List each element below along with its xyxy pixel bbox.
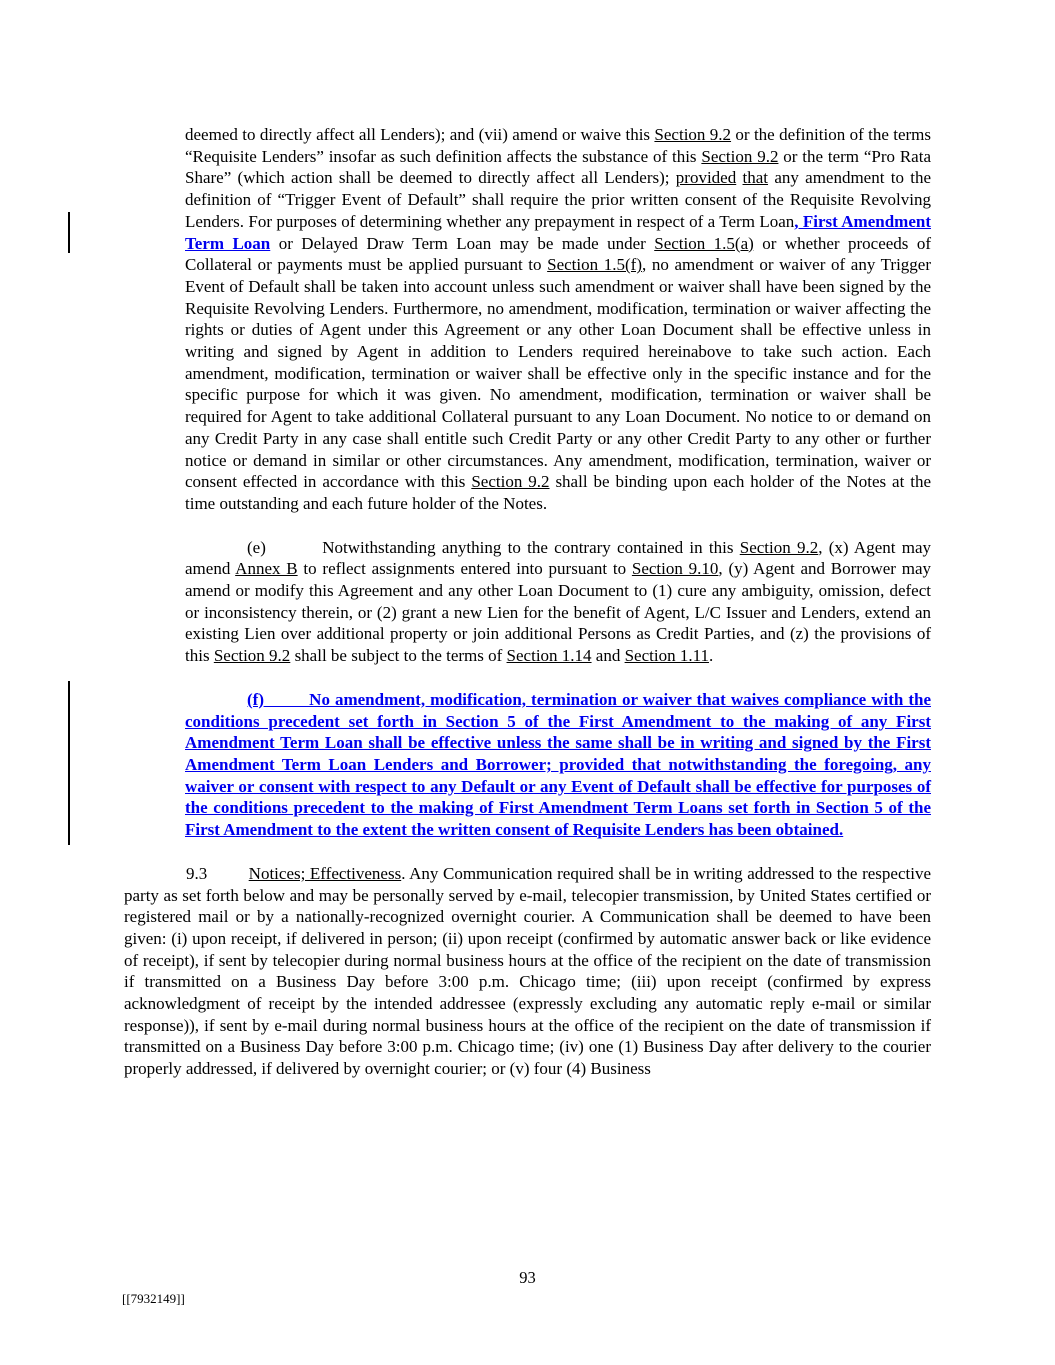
- text-run: , no amendment or waiver of any Trigger Event of Default shall be taken into account unless such amendment or waiver shall have been signed by the Requisite Revolving Lenders. Furthermore, no amendment, modification, termination or waiver affecting the rights or duties of Agent under this Agreement or any other Loan Document shall be effective unless in writing and signed by Agent in addition to Lenders required hereinabove to take such action. Each amendment, modification, termination or waiver shall be effective only in the specific instance and for the specific purpose for which it was given. No amendment, modification, termination or waiver shall be required for Agent to take additional Collateral pursuant to any Loan Document. No notice to or demand on any Credit Party in any case shall entitle such Credit Party or any other Credit Party to any other or further notice or demand in similar or other circumstances. Any amendment, modification, termination, waiver or consent effected in accordance with this: [185, 255, 931, 492]
- underlined-text-run: Section 1.5(a): [654, 233, 754, 253]
- underlined-text-run: Section 9.2: [471, 472, 550, 492]
- underlined-text-run: that: [742, 168, 769, 188]
- paragraph-9-3-notices: [124, 863, 931, 1080]
- text-run: deemed to directly affect all Lenders); and (vii) amend or waive this: [185, 125, 655, 144]
- underlined-text-run: Section 9.2: [654, 125, 732, 144]
- change-bar-paragraph-f: [68, 681, 70, 845]
- text-run: or whether proceeds of Collateral or payments must be applied pursuant to: [185, 233, 931, 275]
- underlined-text-run: Section 9.10: [631, 559, 719, 579]
- underlined-text-run: Section 1.5(f): [547, 255, 642, 275]
- underlined-text-run: Section 1.14: [506, 646, 592, 666]
- underlined-text-run: provided: [675, 168, 737, 188]
- text-run: 9.3: [186, 863, 249, 883]
- change-bar-term-loan-insertion: [68, 212, 70, 253]
- document-id-stamp: [[7932149]]: [122, 1291, 185, 1306]
- text-run: .: [708, 646, 714, 666]
- text-run: , (x) Agent may amend: [185, 537, 931, 579]
- text-run: , (y) Agent and Borrower may amend or modify this Agreement and any other Loan Document to (1) cure any ambiguity, omission, defect or inconsistency therein, or (2) grant a new Lien for the benefit of Agent, L/C Issuer and Lenders, extend an existing Lien over additional property or join additional Persons as Credit Parties, and (z) the provisions of this: [185, 559, 931, 666]
- underlined-text-run: Section 1.11: [624, 646, 709, 666]
- text-run: shall be subject to the terms of: [290, 646, 507, 666]
- underlined-text-run: Annex B: [235, 559, 298, 579]
- inserted-text-run: (f) No amendment, modification, termination or waiver that waives compliance with the conditions precedent set forth in Section 5 of the First Amendment to the making of any First Amendment Term Loan shall be effective unless the same shall be in writing and signed by the First Amendment Term Loan Lenders and Borrower; provided that notwithstanding the foregoing, any waiver or consent with respect to any Default or any Event of Default shall be effective for purposes of the conditions precedent to the making of First Amendment Term Loans set forth in Section 5 of the First Amendment to the extent the written consent of Requisite Lenders has been obtained.: [185, 689, 931, 840]
- paragraph-amendments-continuation: [185, 124, 931, 515]
- text-run: and: [591, 646, 625, 666]
- text-run: shall be binding upon each holder of the Notes at the time outstanding and each future holder of the Notes.: [185, 472, 931, 513]
- paragraph-e: [185, 537, 931, 667]
- underlined-text-run: Notices; Effectiveness: [248, 863, 402, 883]
- underlined-text-run: Section 9.2: [213, 646, 291, 666]
- text-run: (e) Notwithstanding anything to the contrary contained in this: [247, 537, 740, 557]
- text-run: any amendment to the definition of “Trigger Event of Default” shall require the prior written consent of the Requisite Revolving Lenders. For purposes of determining whether any prepayment in respect of a Term Loan: [185, 168, 932, 231]
- page-number: 93: [519, 1268, 536, 1287]
- paragraph-f-inserted: [185, 689, 931, 841]
- text-run: to reflect assignments entered into pursuant to: [297, 559, 632, 579]
- underlined-text-run: Section 9.2: [701, 146, 779, 166]
- text-run: . Any Communication required shall be in writing addressed to the respective party as set forth below and may be personally served by e-mail, telecopier transmission, by United States certified or registered mail or by a nationally-recognized overnight courier. A Communication shall be deemed to have been given: (i) upon receipt, if delivered in person; (ii) upon receipt (confirmed by automatic answer back or like evidence of receipt), if sent by telecopier during normal business hours at the office of the recipient on the date of transmission if transmitted on a Business Day before 3:00 p.m. Chicago time; (iii) upon receipt (confirmed by express acknowledgment of receipt by the intended addressee (expressly excluding any automatic reply e-mail or similar response)), if sent by e-mail during normal business hours at the office of the recipient on the date of transmission if transmitted on a Business Day before 3:00 p.m. Chicago time; (iv) one (1) Business Day after delivery to the courier properly addressed, if delivered by overnight courier; or (v) four (4) Business: [124, 863, 931, 1079]
- inserted-text-run: , First Amendment Term Loan: [185, 211, 931, 253]
- underlined-text-run: Section 9.2: [739, 537, 819, 557]
- text-run: or the definition of the terms “Requisite Lenders” insofar as such definition affects the substance of this: [185, 125, 932, 166]
- text-run: or the term “Pro Rata Share” (which action shall be deemed to directly affect all Lenders);: [185, 146, 931, 188]
- document-body: [124, 124, 931, 1102]
- text-run: or Delayed Draw Term Loan may be made under: [270, 233, 655, 253]
